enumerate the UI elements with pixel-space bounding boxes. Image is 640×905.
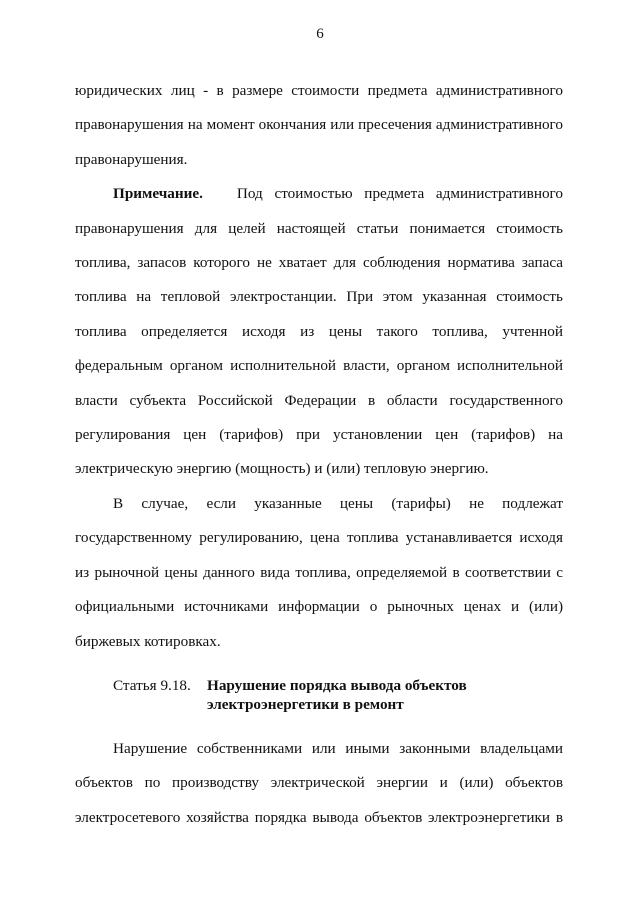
note-first-line: Под стоимостью предмета административного	[236, 185, 563, 203]
text-line: официальными источниками информации о рыночных ценах и (или)	[75, 598, 563, 616]
text-line: электросетевого хозяйства порядка вывода объектов электроэнергетики в	[75, 808, 563, 826]
text-line: федеральным органом исполнительной власти, органом исполнительной	[75, 357, 563, 375]
text-line: правонарушения.	[75, 150, 188, 168]
text-line: из рыночной цены данного вида топлива, определяемой в соответствии с	[75, 563, 563, 581]
page-number: 6	[316, 26, 324, 42]
text-line: электрическую энергию (мощность) и (или) тепловую энергию.	[75, 460, 489, 478]
text-line: правонарушения на момент окончания или пресечения административного	[75, 116, 563, 134]
document-body	[75, 74, 563, 835]
article-number: Статья 9.18.	[113, 676, 191, 694]
text-line: топлива определяется исходя из цены такого топлива, учтенной	[75, 322, 563, 340]
article-title-line: электроэнергетики в ремонт	[207, 695, 404, 713]
text-line: Нарушение собственниками или иными законными владельцами	[113, 739, 563, 757]
text-line: биржевых котировках.	[75, 632, 221, 650]
text-line: В случае, если указанные цены (тарифы) не подлежат	[113, 494, 563, 512]
article-title-line: Нарушение порядка вывода объектов	[207, 676, 467, 694]
text-line: регулирования цен (тарифов) при установлении цен (тарифов) на	[75, 426, 563, 444]
text-line: топлива, запасов которого не хватает для соблюдения норматива запаса	[75, 254, 563, 272]
note-label: Примечание.	[113, 185, 203, 203]
paragraph-note	[75, 177, 563, 487]
text-line: топлива на тепловой электростанции. При этом указанная стоимость	[75, 288, 563, 306]
text-line: государственному регулированию, цена топлива устанавливается исходя	[75, 529, 563, 547]
text-line: объектов по производству электрической энергии и (или) объектов	[75, 774, 563, 792]
text-line: правонарушения для целей настоящей статьи понимается стоимость	[75, 219, 563, 237]
text-line	[75, 177, 563, 211]
paragraph-3	[75, 487, 563, 659]
text-line: юридических лиц - в размере стоимости предмета административного	[75, 82, 563, 99]
article-heading	[113, 676, 563, 714]
text-line: власти субъекта Российской Федерации в области государственного	[75, 391, 563, 409]
article-title	[207, 676, 467, 714]
paragraph-4	[75, 732, 563, 835]
paragraph-1	[75, 74, 563, 177]
